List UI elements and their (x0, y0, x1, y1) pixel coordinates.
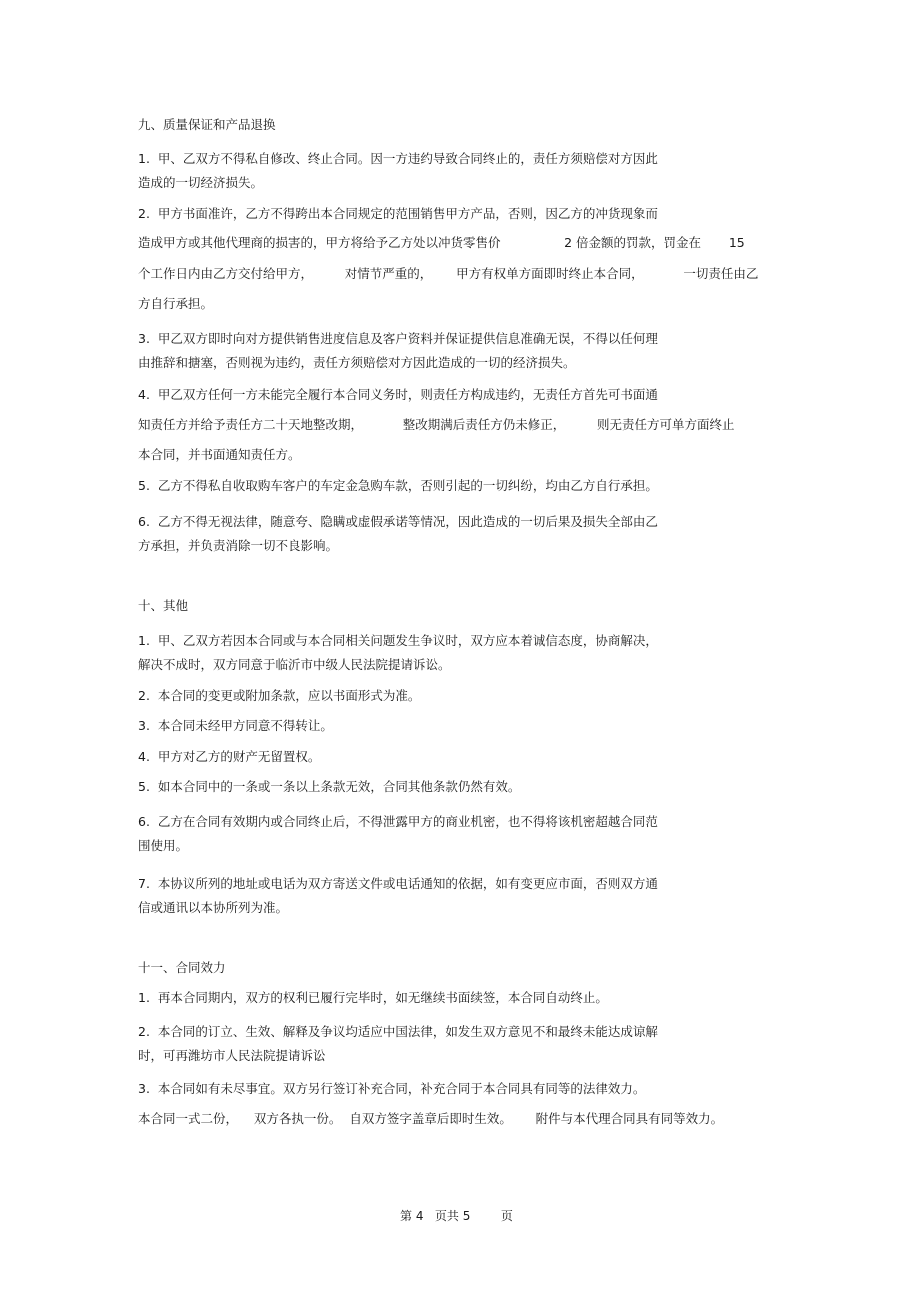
section-9-item-2-line-1: 2. 甲方书面准许，乙方不得跨出本合同规定的范围销售甲方产品，否则，因乙方的冲货现象而 (138, 206, 658, 221)
section-9-item-4-line-3: 本合同，并书面通知责任方。 (138, 447, 301, 462)
section-10-item-6-line-2: 围使用。 (138, 838, 189, 853)
page-number-footer: 第 4 页共 5 页 (400, 1209, 513, 1223)
section-9-item-6-line-1: 6. 乙方不得无视法律，随意夸、隐瞒或虚假承诺等情况，因此造成的一切后果及损失全部由乙 (138, 514, 658, 529)
section-10-item-6-line-1: 6. 乙方在合同有效期内或合同终止后，不得泄露甲方的商业机密，也不得将该机密超越合同范 (138, 814, 658, 829)
section-11-item-2-line-2: 时，可再潍坊市人民法院提请诉讼 (138, 1048, 326, 1063)
section-11-item-1-line-1: 1. 再本合同期内，双方的权利已履行完毕时，如无继续书面续签，本合同自动终止。 (138, 990, 608, 1005)
section-9-item-3-line-2: 由推辞和搪塞，否则视为违约，责任方须赔偿对方因此造成的一切的经济损失。 (138, 355, 576, 370)
section-10-item-7-line-1: 7. 本协议所列的地址或电话为双方寄送文件或电话通知的依据，如有变更应市面，否则双方通 (138, 876, 658, 891)
section-10-item-3-line-1: 3. 本合同未经甲方同意不得转让。 (138, 718, 333, 733)
section-10-item-1-line-1: 1. 甲、乙双方若因本合同或与本合同相关问题发生争议时，双方应本着诚信态度，协商解决， (138, 633, 658, 648)
section-9-item-2-line-4: 方自行承担。 (138, 296, 214, 311)
section-9-item-2-line-3: 个工作日内由乙方交付给甲方， 对情节严重的， 甲方有权单方面即时终止本合同， 一切责任由乙 (138, 266, 759, 281)
section-11-item-3-line-1: 3. 本合同如有未尽事宜。双方另行签订补充合同，补充合同于本合同具有同等的法律效力。 (138, 1081, 646, 1096)
section-9-item-1-line-1: 1. 甲、乙双方不得私自修改、终止合同。因一方违约导致合同终止的，责任方须赔偿对方因此 (138, 151, 658, 166)
contract-closing-line: 本合同一式二份， 双方各执一份。 自双方签字盖章后即时生效。 附件与本代理合同具有同等效力。 (138, 1111, 724, 1126)
section-9-item-4-line-1: 4. 甲乙双方任何一方未能完全履行本合同义务时，则责任方构成违约，无责任方首先可书面通 (138, 387, 658, 402)
section-9-item-1-line-2: 造成的一切经济损失。 (138, 175, 264, 190)
section-11-heading: 十一、合同效力 (138, 960, 226, 975)
section-10-item-2-line-1: 2. 本合同的变更或附加条款，应以书面形式为准。 (138, 688, 421, 703)
section-10-heading: 十、其他 (138, 598, 189, 613)
section-10-item-5-line-1: 5. 如本合同中的一条或一条以上条款无效，合同其他条款仍然有效。 (138, 779, 521, 794)
section-9-item-3-line-1: 3. 甲乙双方即时向对方提供销售进度信息及客户资料并保证提供信息准确无误，不得以任何理 (138, 331, 658, 346)
section-10-item-1-line-2: 解决不成时，双方同意于临沂市中级人民法院提请诉讼。 (138, 657, 451, 672)
section-10-item-7-line-2: 信或通讯以本协所列为准。 (138, 900, 289, 915)
section-9-item-4-line-2: 知责任方并给予责任方二十天地整改期， 整改期满后责任方仍未修正， 则无责任方可单方面终止 (138, 417, 735, 432)
section-9-item-6-line-2: 方承担，并负责消除一切不良影响。 (138, 538, 339, 553)
section-9-item-5-line-1: 5. 乙方不得私自收取购车客户的车定金急购车款，否则引起的一切纠纷，均由乙方自行承担。 (138, 478, 658, 493)
section-9-heading: 九、质量保证和产品退换 (138, 117, 276, 132)
section-11-item-2-line-1: 2. 本合同的订立、生效、解释及争议均适应中国法律，如发生双方意见不和最终未能达成谅解 (138, 1024, 658, 1039)
section-9-item-2-line-2: 造成甲方或其他代理商的损害的，甲方将给予乙方处以冲货零售价 2 倍金额的罚款，罚金在 15 (138, 235, 745, 250)
section-10-item-4-line-1: 4. 甲方对乙方的财产无留置权。 (138, 749, 321, 764)
